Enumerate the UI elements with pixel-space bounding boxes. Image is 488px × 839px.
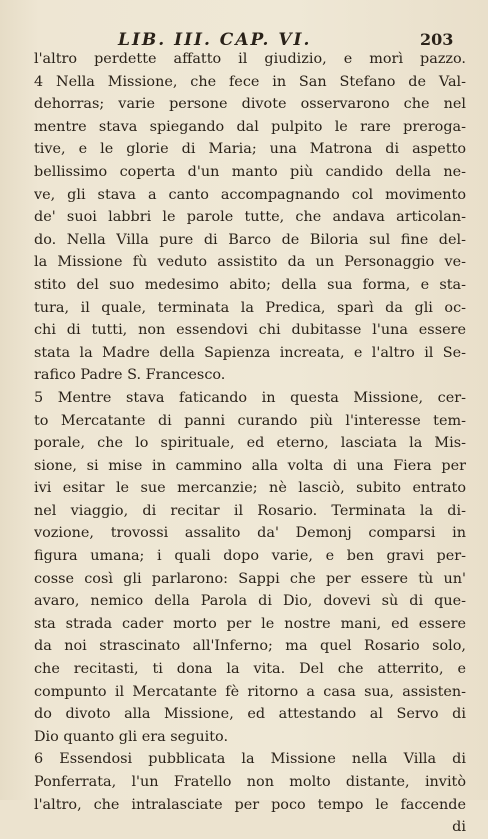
text-line: tura, il quale, terminata la Predica, sparì da gli oc- bbox=[34, 299, 466, 316]
text-line: cosse così gli parlarono: Sappi che per essere tù un' bbox=[34, 570, 466, 587]
text-line: la Missione fù veduto assistito da un Personaggio ve- bbox=[34, 254, 466, 271]
text-line: mentre stava spiegando dal pulpito le rare preroga- bbox=[34, 118, 466, 135]
text-line: stito del suo medesimo abito; della sua forma, e sta- bbox=[34, 276, 466, 293]
text-line: do. Nella Villa pure di Barco de Biloria sul fine del- bbox=[34, 231, 466, 248]
text-line: to Mercatante di panni curando più l'interesse tem- bbox=[34, 412, 466, 429]
page-number: 203 bbox=[420, 30, 454, 49]
text-line: vozione, trovossi assalito da' Demonj comparsi in bbox=[34, 525, 466, 542]
text-line: l'altro, che intralasciate per poco tempo le faccende bbox=[34, 796, 466, 813]
text-line: 5 Mentre stava faticando in questa Missione, cer- bbox=[34, 389, 466, 406]
catchword: di bbox=[452, 819, 466, 836]
text-line: ivi esitar le sue mercanzie; nè lasciò, subito entrato bbox=[34, 480, 466, 497]
text-line: 4 Nella Missione, che fece in San Stefano de Val- bbox=[34, 73, 466, 90]
text-line: sione, si mise in cammino alla volta di una Fiera per bbox=[34, 457, 466, 474]
text-line: che recitasti, ti dona la vita. Del che atterrito, e bbox=[34, 661, 466, 678]
text-line: Dio quanto gli era seguito. bbox=[34, 728, 229, 745]
text-line: l'altro perdette affatto il giudizio, e morì pazzo. bbox=[34, 51, 466, 67]
text-line: chi di tutti, non essendovi chi dubitasse l'una essere bbox=[34, 322, 466, 339]
text-line: 6 Essendosi pubblicata la Missione nella Villa di bbox=[34, 751, 466, 768]
text-line: porale, che lo spirituale, ed eterno, lasciata la Mis- bbox=[34, 435, 466, 452]
text-line: de' suoi labbri le parole tutte, che andava articolan- bbox=[34, 209, 466, 226]
text-line: stata la Madre della Sapienza increata, e l'altro il Se- bbox=[34, 344, 466, 361]
running-head: LIB. III. CAP. VI. bbox=[118, 30, 312, 50]
text-line: Ponferrata, l'un Fratello non molto distante, invitò bbox=[34, 774, 466, 790]
text-line: da noi strascinato all'Inferno; ma quel Rosario solo, bbox=[34, 638, 466, 655]
text-line: tive, e le glorie di Maria; una Matrona di aspetto bbox=[34, 141, 466, 158]
text-line: compunto il Mercatante fè ritorno a casa sua, assisten- bbox=[34, 683, 466, 700]
text-line: sta strada cader morto per le nostre mani, ed essere bbox=[34, 615, 466, 632]
text-line: rafico Padre S. Francesco. bbox=[34, 367, 226, 384]
text-line: avaro, nemico della Parola di Dio, dovevi sù di que- bbox=[34, 593, 466, 610]
text-line: bellissimo coperta d'un manto più candido della ne- bbox=[34, 163, 466, 180]
text-line: dehorras; varie persone divote osservarono che nel bbox=[34, 96, 466, 113]
text-line: figura umana; i quali dopo varie, e ben gravi per- bbox=[34, 548, 466, 565]
text-line: do divoto alla Missione, ed attestando al Servo di bbox=[34, 706, 466, 723]
text-line: nel viaggio, di recitar il Rosario. Terminata la di- bbox=[34, 502, 466, 519]
body-text bbox=[34, 48, 466, 839]
text-line: ve, gli stava a canto accompagnando col movimento bbox=[34, 186, 466, 203]
